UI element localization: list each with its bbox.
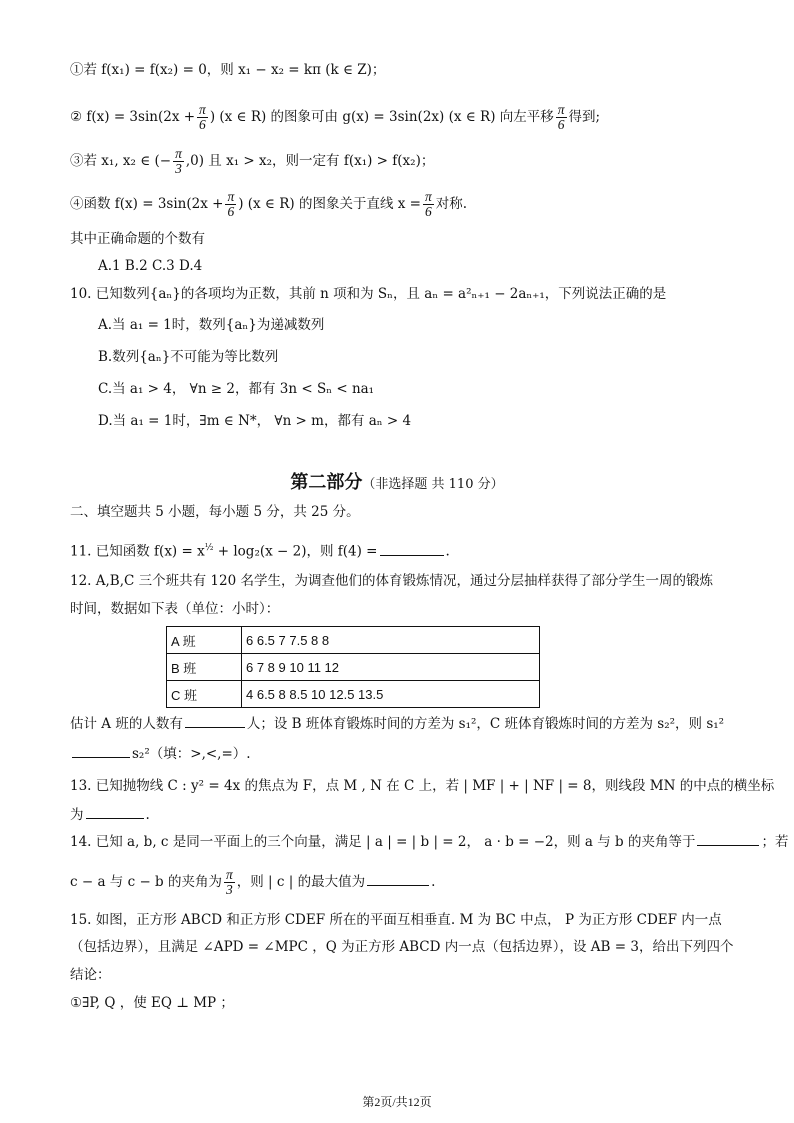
q11 bbox=[70, 538, 450, 562]
table-row bbox=[167, 654, 540, 681]
q9-item-3 bbox=[70, 141, 434, 181]
fraction-numerator: π bbox=[175, 146, 182, 161]
table-row-label: A 班 bbox=[167, 627, 242, 654]
q9-item-4-part-c: 对称. bbox=[435, 196, 468, 212]
q14-angle-fraction bbox=[224, 868, 235, 897]
q9-item-4-part-b: ) (x ∈ R) 的图象关于直线 x = bbox=[238, 196, 421, 212]
part-two-subtitle: （非选择题 共 110 分） bbox=[362, 477, 504, 492]
part-two-title: 第二部分 bbox=[290, 472, 363, 493]
q14-line-2-part-b: ，则 | c | 的最大值为 bbox=[236, 874, 366, 890]
fraction-denominator: 6 bbox=[227, 204, 235, 219]
q11-part-b: + log₂(x − 2)，则 f(4) = bbox=[217, 543, 378, 560]
q9-item-2-part-b: ) (x ∈ R) 的图象可由 g(x) = 3sin(2x) (x ∈ R) 向左平移 bbox=[209, 109, 554, 125]
table-row-values: 6 6.5 7 7.5 8 8 bbox=[242, 627, 540, 654]
section-fill-in-header: 二、填空题共 5 小题，每小题 5 分，共 25 分。 bbox=[70, 504, 360, 520]
q11-part-c: . bbox=[445, 543, 450, 560]
fraction-denominator: 3 bbox=[175, 161, 182, 176]
page-footer: 第2页/共12页 bbox=[362, 1095, 432, 1109]
q9-item-4-fraction bbox=[225, 190, 236, 219]
q15-line-1: 15. 如图，正方形 ABCD 和正方形 CDEF 所在的平面互相垂直. M 为 BC 中点， P 为正方形 CDEF 内一点 bbox=[70, 912, 722, 928]
q12-line-1: 12. A,B,C 三个班共有 120 名学生，为调查他们的体育锻炼情况，通过分层抽样获得了部分学生一周的锻炼 bbox=[70, 573, 713, 589]
q9-item-3-part-a: ③若 x₁, x₂ ∈ (− bbox=[70, 153, 172, 169]
table-row bbox=[167, 627, 540, 654]
q12-line-3-part-a: 估计 A 班的人数有 bbox=[70, 716, 183, 732]
q13-line-1: 13. 已知抛物线 C : y² = 4x 的焦点为 F，点 M , N 在 C 上，若 | MF | + | NF | = 8，则线段 MN 的中点的横坐标 bbox=[70, 778, 775, 794]
q12-line-4-text: s₂²（填：>,<,=）. bbox=[132, 746, 251, 762]
q9-item-4-line-fraction bbox=[423, 190, 434, 219]
q10-option-c: C.当 a₁ > 4， ∀n ≥ 2，都有 3n < Sₙ < na₁ bbox=[98, 381, 375, 397]
q15-line-3: 结论： bbox=[70, 967, 111, 983]
q9-item-2-shift-fraction bbox=[556, 103, 567, 132]
q12-line-3-part-b: 人；设 B 班体育锻炼时间的方差为 s₁²，C 班体育锻炼时间的方差为 s₂²，则 s₁² bbox=[246, 716, 725, 732]
fraction-denominator: 6 bbox=[557, 117, 565, 132]
q9-item-2-part-a: ② f(x) = 3sin(2x + bbox=[70, 109, 196, 125]
fraction-denominator: 6 bbox=[199, 117, 206, 132]
q13-line-2 bbox=[70, 804, 150, 825]
table-row-label: C 班 bbox=[167, 681, 242, 708]
q12-line-3 bbox=[70, 713, 724, 734]
q14-line-1-part-b: ；若 bbox=[761, 834, 789, 850]
q13-line-2-end: . bbox=[145, 807, 150, 823]
fraction-numerator: π bbox=[227, 189, 235, 204]
q14-line-1-part-a: 14. 已知 a, b, c 是同一平面上的三个向量，满足 | a | = | b | = 2， a · b = −2，则 a 与 b 的夹角等于 bbox=[70, 834, 696, 850]
table-row-label: B 班 bbox=[167, 654, 242, 681]
table-row-values: 6 7 8 9 10 11 12 bbox=[242, 654, 540, 681]
q12-line-2: 时间，数据如下表（单位：小时）： bbox=[70, 601, 280, 617]
q13-line-2-text: 为 bbox=[70, 807, 84, 823]
q14-angle-blank[interactable] bbox=[697, 831, 759, 846]
q11-part-a: 11. 已知函数 f(x) = x bbox=[70, 543, 205, 560]
fraction-denominator: 6 bbox=[424, 204, 432, 219]
q12-line-4 bbox=[70, 743, 251, 764]
q10-option-b: B.数列{aₙ}不可能为等比数列 bbox=[98, 349, 279, 365]
fraction-numerator: π bbox=[557, 102, 565, 117]
q10-stem: 10. 已知数列{aₙ}的各项均为正数，其前 n 项和为 Sₙ，且 aₙ = a²ₙ₊₁ − 2aₙ₊₁，下列说法正确的是 bbox=[70, 286, 667, 302]
exercise-time-table bbox=[166, 626, 540, 708]
q14-line-2-part-a: c − a 与 c − b 的夹角为 bbox=[70, 874, 222, 890]
q11-exponent: ½ bbox=[204, 543, 214, 553]
q14-line-1 bbox=[70, 831, 788, 852]
q13-answer-blank[interactable] bbox=[86, 804, 144, 819]
q15-line-2: （包括边界），且满足 ∠APD = ∠MPC ，Q 为正方形 ABCD 内一点（包括边界），设 AB = 3，给出下列四个 bbox=[70, 939, 734, 955]
q9-item-4 bbox=[70, 184, 467, 224]
q12-count-blank[interactable] bbox=[185, 713, 245, 728]
q14-max-blank[interactable] bbox=[367, 871, 429, 886]
q14-line-2-part-c: . bbox=[431, 874, 436, 890]
q9-item-3-part-b: ,0) 且 x₁ > x₂，则一定有 f(x₁) > f(x₂)； bbox=[185, 153, 435, 169]
fraction-numerator: π bbox=[199, 102, 206, 117]
q11-answer-blank[interactable] bbox=[380, 541, 444, 556]
q9-item-3-fraction bbox=[173, 147, 184, 176]
part-two-heading bbox=[0, 468, 794, 494]
q9-item-2-fraction bbox=[197, 103, 208, 132]
table-row bbox=[167, 681, 540, 708]
q12-compare-blank[interactable] bbox=[72, 743, 130, 758]
q10-option-a: A.当 a₁ = 1时，数列{aₙ}为递减数列 bbox=[98, 317, 325, 333]
q10-option-d: D.当 a₁ = 1时，∃m ∈ N*， ∀n > m，都有 aₙ > 4 bbox=[98, 413, 412, 429]
q9-item-4-part-a: ④函数 f(x) = 3sin(2x + bbox=[70, 196, 224, 212]
q15-line-4: ①∃P, Q ，使 EQ ⊥ MP ； bbox=[70, 995, 234, 1011]
q14-line-2 bbox=[70, 862, 435, 902]
table-row-values: 4 6.5 8 8.5 10 12.5 13.5 bbox=[242, 681, 540, 708]
q9-item-2-part-c: 得到; bbox=[568, 109, 601, 125]
fraction-denominator: 3 bbox=[225, 882, 233, 897]
fraction-numerator: π bbox=[225, 867, 233, 882]
q9-prompt: 其中正确命题的个数有 bbox=[70, 231, 205, 247]
q9-item-1: ①若 f(x₁) = f(x₂) = 0，则 x₁ − x₂ = kπ (k ∈ Z)； bbox=[70, 62, 386, 78]
q9-options: A.1 B.2 C.3 D.4 bbox=[98, 258, 203, 274]
fraction-numerator: π bbox=[424, 189, 432, 204]
q9-item-2 bbox=[70, 97, 600, 137]
